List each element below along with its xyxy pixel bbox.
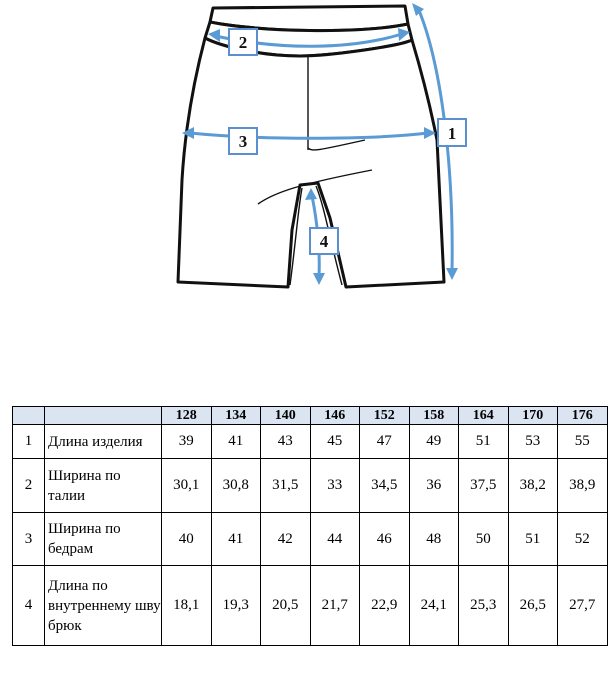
table-cell: 30,1	[162, 459, 212, 513]
table-cell: 41	[211, 425, 261, 459]
label-2: 2	[238, 33, 248, 52]
table-cell: 49	[409, 425, 459, 459]
label-4: 4	[319, 232, 329, 251]
table-cell: 48	[409, 513, 459, 566]
measurement-name: Длина изделия	[45, 425, 162, 459]
table-cell: 55	[558, 425, 608, 459]
table-cell: 52	[558, 513, 608, 566]
size-header: 158	[409, 407, 459, 425]
measurement-name: Длина по внутреннему шву брюк	[45, 566, 162, 646]
table-row	[13, 566, 608, 646]
size-header: 176	[558, 407, 608, 425]
table-cell: 30,8	[211, 459, 261, 513]
table-cell: 18,1	[162, 566, 212, 646]
table-cell: 43	[261, 425, 311, 459]
arrow-up-icon	[412, 3, 424, 16]
table-cell: 38,9	[558, 459, 608, 513]
size-header: 164	[459, 407, 509, 425]
row-number: 4	[13, 566, 45, 646]
table-cell: 26,5	[508, 566, 558, 646]
table-row	[13, 425, 608, 459]
table-cell: 44	[310, 513, 360, 566]
table-cell: 50	[459, 513, 509, 566]
label-3: 3	[238, 132, 248, 151]
table-cell: 38,2	[508, 459, 558, 513]
table-cell: 39	[162, 425, 212, 459]
label-1: 1	[447, 124, 457, 143]
table-cell: 21,7	[310, 566, 360, 646]
arrow-up-icon	[305, 188, 317, 200]
table-cell: 34,5	[360, 459, 410, 513]
size-header: 140	[261, 407, 311, 425]
table-cell: 47	[360, 425, 410, 459]
table-row	[13, 459, 608, 513]
table-cell: 27,7	[558, 566, 608, 646]
table-cell: 45	[310, 425, 360, 459]
table-header-row	[13, 407, 608, 425]
table-cell: 40	[162, 513, 212, 566]
table-cell: 31,5	[261, 459, 311, 513]
table-cell: 53	[508, 425, 558, 459]
shorts-measurement-diagram	[0, 0, 614, 310]
measurement-name: Ширина по бедрам	[45, 513, 162, 566]
table-cell: 33	[310, 459, 360, 513]
table-cell: 25,3	[459, 566, 509, 646]
table-cell: 24,1	[409, 566, 459, 646]
size-header: 146	[310, 407, 360, 425]
table-cell: 51	[459, 425, 509, 459]
table-cell: 42	[261, 513, 311, 566]
table-cell: 51	[508, 513, 558, 566]
table-cell: 41	[211, 513, 261, 566]
header-empty-num	[13, 407, 45, 425]
size-header: 152	[360, 407, 410, 425]
table-cell: 36	[409, 459, 459, 513]
row-number: 2	[13, 459, 45, 513]
arrow-down-icon	[313, 273, 325, 285]
size-header: 170	[508, 407, 558, 425]
header-empty-name	[45, 407, 162, 425]
row-number: 1	[13, 425, 45, 459]
arrow-down-icon	[446, 268, 458, 280]
table-cell: 46	[360, 513, 410, 566]
table-cell: 19,3	[211, 566, 261, 646]
size-header: 128	[162, 407, 212, 425]
size-table	[12, 406, 608, 646]
row-number: 3	[13, 513, 45, 566]
table-row	[13, 513, 608, 566]
measurement-name: Ширина по талии	[45, 459, 162, 513]
table-cell: 20,5	[261, 566, 311, 646]
size-header: 134	[211, 407, 261, 425]
table-cell: 22,9	[360, 566, 410, 646]
table-cell: 37,5	[459, 459, 509, 513]
